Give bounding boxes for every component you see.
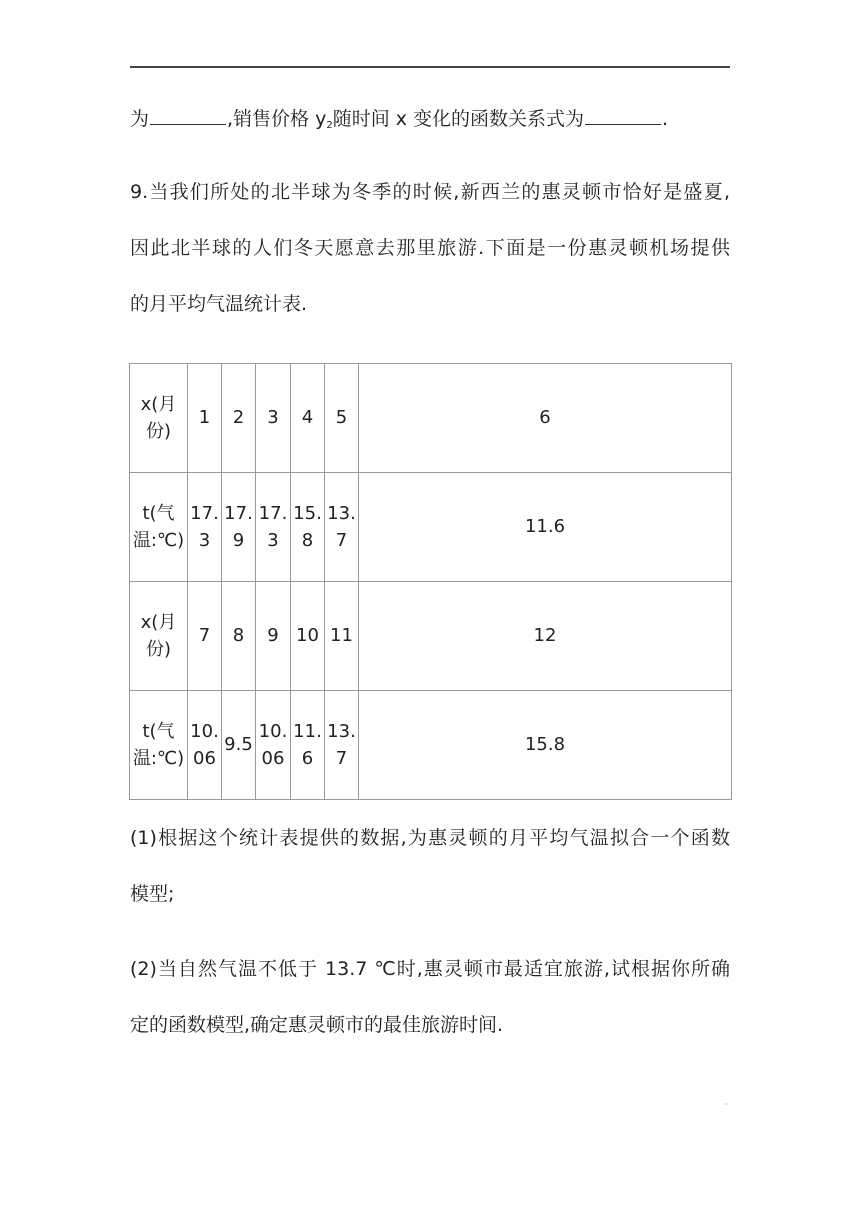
table-cell: 13. 7 — [325, 691, 359, 800]
row-header-temp: t(气 温:℃) — [130, 691, 188, 800]
page-mark: ·· — [723, 1100, 729, 1109]
table-cell: 3 — [256, 364, 291, 473]
text-segment: . — [662, 108, 669, 130]
table-row — [130, 582, 732, 691]
subscript: 2 — [326, 120, 333, 131]
table-cell: 15. 8 — [291, 473, 325, 582]
question-1-line-1: (1)根据这个统计表提供的数据,为惠灵顿的月平均气温拟合一个函数 — [130, 827, 730, 849]
table-cell: 9.5 — [222, 691, 256, 800]
table-cell: 17. 3 — [256, 473, 291, 582]
table-cell: 11 — [325, 582, 359, 691]
table-row — [130, 364, 732, 473]
table-cell: 10. 06 — [188, 691, 222, 800]
table-cell: 1 — [188, 364, 222, 473]
row-header-month: x(月 份) — [130, 364, 188, 473]
row-header-temp: t(气 温:℃) — [130, 473, 188, 582]
text-segment: ,销售价格 y — [227, 108, 327, 130]
answer-blank-2 — [585, 106, 661, 125]
continuation-line — [130, 106, 668, 138]
table-cell: 13. 7 — [325, 473, 359, 582]
problem-line-1: 9.当我们所处的北半球为冬季的时候,新西兰的惠灵顿市恰好是盛夏, — [130, 181, 730, 203]
text-segment: 随时间 x 变化的函数关系式为 — [332, 108, 585, 130]
temperature-table — [129, 363, 732, 800]
table-cell: 15.8 — [359, 691, 732, 800]
table-cell: 2 — [222, 364, 256, 473]
table-row — [130, 691, 732, 800]
table-cell: 12 — [359, 582, 732, 691]
problem-line-2: 因此北半球的人们冬天愿意去那里旅游.下面是一份惠灵顿机场提供 — [130, 237, 730, 259]
table-cell: 5 — [325, 364, 359, 473]
table-cell: 9 — [256, 582, 291, 691]
table-cell: 10. 06 — [256, 691, 291, 800]
problem-line-3: 的月平均气温统计表. — [130, 293, 308, 315]
table-cell: 6 — [359, 364, 732, 473]
table-cell: 4 — [291, 364, 325, 473]
table-cell: 17. 9 — [222, 473, 256, 582]
question-2-line-1: (2)当自然气温不低于 13.7 ℃时,惠灵顿市最适宜旅游,试根据你所确 — [130, 958, 730, 980]
text-segment: 为 — [130, 108, 150, 130]
question-2-line-2: 定的函数模型,确定惠灵顿市的最佳旅游时间. — [130, 1014, 504, 1036]
header-rule — [130, 66, 730, 68]
question-1-line-2: 模型; — [130, 883, 175, 905]
table-cell: 17. 3 — [188, 473, 222, 582]
answer-blank-1 — [150, 106, 226, 125]
row-header-month: x(月 份) — [130, 582, 188, 691]
table-cell: 7 — [188, 582, 222, 691]
table-row — [130, 473, 732, 582]
table-cell: 11.6 — [359, 473, 732, 582]
table-cell: 11. 6 — [291, 691, 325, 800]
table-cell: 8 — [222, 582, 256, 691]
table-cell: 10 — [291, 582, 325, 691]
